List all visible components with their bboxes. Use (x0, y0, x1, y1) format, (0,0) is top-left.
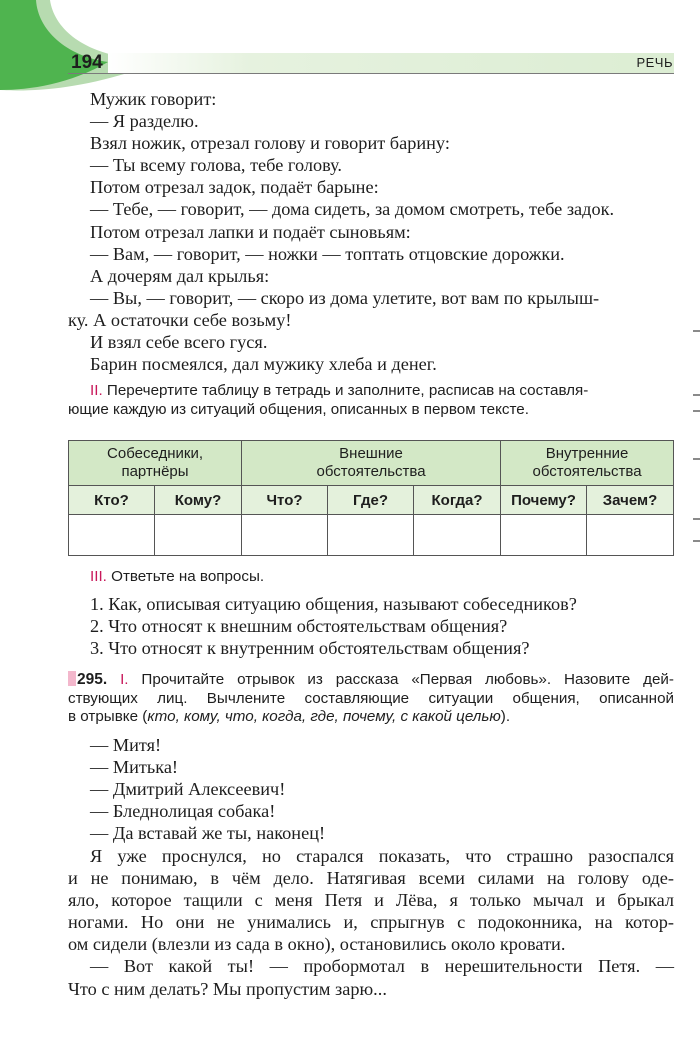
task-number: III. (90, 568, 107, 585)
column-header: Кто? (69, 486, 155, 515)
table-cell (155, 515, 242, 556)
text-line: Мужик говорит: (90, 89, 217, 109)
column-header: Когда? (414, 486, 501, 515)
dialogue (68, 734, 674, 844)
column-header: Что? (242, 486, 328, 515)
dialogue-line: — Митя! (90, 735, 162, 755)
communication-situation-table (68, 440, 674, 556)
column-header: Кому? (155, 486, 242, 515)
text-line: — Я разделю. (90, 111, 199, 132)
group-partners: Собеседники, партнёры (69, 441, 242, 486)
text-line: ом сидели (влезли из сада в окно), остановились около кровати. (68, 934, 566, 955)
story-fragment (68, 88, 674, 375)
table-empty-row (69, 515, 674, 556)
table-cell (414, 515, 501, 556)
dialogue-line: — Да вставай же ты, наконец! (90, 823, 326, 844)
exercise-marker (68, 671, 76, 686)
questions-list (68, 593, 674, 659)
text-line: — Вы, — говорит, — скоро из дома улетите, вот вам по крылыш- (90, 287, 600, 308)
text-line: — Ты всему голова, тебе голову. (90, 155, 343, 176)
text-line: Потом отрезал лапки и подаёт сыновьям: (90, 221, 411, 242)
text-line: — Тебе, — говорит, — дома сидеть, за домом смотреть, тебе задок. (90, 199, 615, 220)
table-cell (242, 515, 328, 556)
text-line: и не понимаю, в чём дело. Натягивая всеми силами на голову оде- (68, 868, 674, 889)
text-line: Барин посмеялся, дал мужику хлеба и денег. (90, 354, 437, 375)
task-three-line: III. Ответьте на вопросы. (90, 568, 265, 585)
group-internal: Внутренние обстоятельства (501, 441, 674, 486)
header-bar (108, 53, 674, 73)
text-line: Что с ним делать? Мы пропустим зарю... (68, 978, 387, 999)
dialogue-line: — Митька! (90, 757, 179, 778)
dialogue-line: — Бледнолицая собака! (90, 801, 276, 822)
table-cell (587, 515, 674, 556)
green-corner-decoration (0, 0, 160, 92)
text-line: — Вам, — говорит, — ножки — топтать отцовские дорожки. (90, 243, 565, 264)
page-number: 194 (71, 52, 103, 73)
section-title: РЕЧЬ (636, 55, 673, 70)
group-external: Внешние обстоятельства (242, 441, 501, 486)
table-cell (328, 515, 414, 556)
table-cell (501, 515, 587, 556)
table-column-header-row (69, 486, 674, 515)
task-number: II. (90, 382, 103, 399)
column-header: Почему? (501, 486, 587, 515)
task-three (68, 568, 674, 587)
column-header: Где? (328, 486, 414, 515)
task-two-line-1: II. Перечертите таблицу в тетрадь и заполните, расписав на составля- (90, 382, 589, 399)
page-edge-marks (693, 0, 700, 1060)
text-line: Взял ножик, отрезал голову и говорит барину: (90, 133, 450, 154)
text-line: ку. А остаточки себе возьму! (68, 309, 292, 330)
dialogue-line: — Дмитрий Алексеевич! (90, 779, 286, 800)
exercise-line: в отрывке (кто, кому, что, когда, где, почему, с какой целью). (68, 708, 511, 725)
question-item: 3. Что относят к внутренним обстоятельствам общения? (90, 638, 530, 659)
exercise-number: 295. (77, 671, 108, 688)
text-line: Я уже проснулся, но старался показать, что страшно разоспался (90, 846, 674, 866)
text-line: ногами. Но они не унимались и, спрыгнув с подоконника, на котор- (68, 912, 674, 933)
table-group-header-row (69, 441, 674, 486)
text-line: — Вот какой ты! — пробормотал в нерешительности Петя. — (90, 956, 674, 977)
text-line: А дочерям дал крылья: (90, 265, 270, 286)
exercise-line: ствующих лиц. Вычлените составляющие ситуации общения, описанной (68, 689, 674, 707)
text-line: Потом отрезал задок, подаёт барыне: (90, 177, 379, 198)
question-item: 2. Что относят к внешним обстоятельствам общения? (90, 616, 508, 637)
question-item: 1. Как, описывая ситуацию общения, называют собеседников? (90, 594, 577, 614)
exercise-line: 295. I. Прочитайте отрывок из рассказа «Первая любовь». Назовите дей- (68, 671, 674, 690)
table-cell (69, 515, 155, 556)
text-line: яло, которое тащили с меня Петя и Лёва, я только мычал и брыкал (68, 890, 674, 911)
task-two-line-2: ющие каждую из ситуаций общения, описанных в первом тексте. (68, 400, 529, 418)
column-header: Зачем? (587, 486, 674, 515)
story-two (68, 845, 674, 1000)
task-two (68, 382, 674, 419)
exercise-295 (68, 671, 674, 727)
header-divider (68, 73, 674, 74)
text-line: И взял себе всего гуся. (90, 332, 268, 353)
